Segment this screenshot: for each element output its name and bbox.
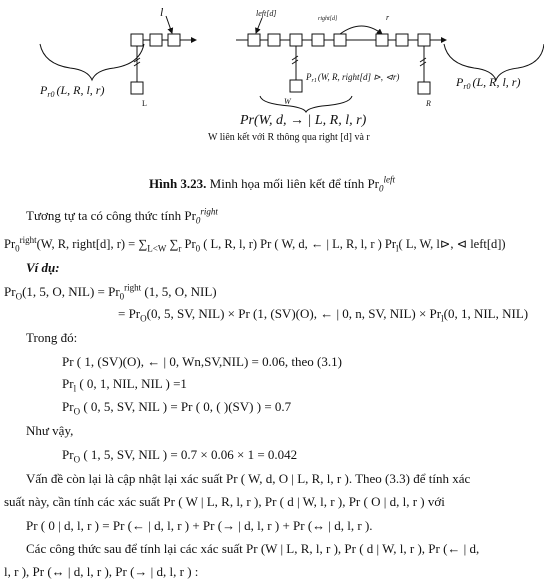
- where-heading: Trong đó:: [26, 330, 78, 345]
- text-line-1: Tương tự ta có công thức tính $Pr_0^{right}$: [26, 206, 218, 226]
- label-W: W: [284, 97, 291, 106]
- node-left-c: [168, 34, 180, 46]
- node-W: [290, 80, 302, 92]
- example-line-1: $Pr_O(1$, 5, O, $NIL) = Pr_0^{right}$ (1, 5, O, NIL): [4, 282, 217, 302]
- paragraph-line-2: suất này, cần tính các xác suất Pr ( W | L, R, l, r ), Pr ( d | W, l, r ), Pr ( O | d, l, r ) với: [4, 494, 445, 509]
- middle-brace: [260, 96, 352, 112]
- main-formula: Pr(W, d, → | L, R, l, r): [240, 113, 367, 128]
- example-line-2: = $Pr_O(0$, 5, SV, NIL) × Pr (1, (SV)(O), ← | 0, n, SV, $NIL) \times Pr_l(0$, 1, NIL, NIL): [118, 306, 529, 324]
- pr1-label: $P_{r1}(W$, R, right[d] ⊳, ⊲r): [306, 72, 400, 84]
- label-l: l: [160, 5, 164, 19]
- figure-note: W liên kết với R thông qua right [d] và r: [208, 132, 370, 143]
- thus-result: $Pr_O$ ( 1, 5, SV, NIL ) = 0.7 × 0.06 × 1 = 0.042: [62, 447, 298, 465]
- node-R: [418, 82, 430, 94]
- node-mid-8: [418, 34, 430, 46]
- formula-pr0-right: $Pr_0^{right}(W$, R, right[d], $r) = \sum_{L<W}$ $\sum_r$ $Pr_0$ ( L, R, l, r) Pr ( W, d, ← | L, R, l, r ) $Pr_l$( L, W, l⊳, ⊲ left[d]): [4, 234, 506, 254]
- node-L: [131, 82, 143, 94]
- label-right-d: right[d]: [318, 16, 338, 22]
- figure-caption: Hình 3.23. Minh họa mối liên kết để tính $Pr_0^{left}$: [148, 174, 396, 194]
- paragraph-line-3: Pr ( 0 | d, l, r ) = Pr (← | d, l, r ) + Pr (→ | d, l, r ) + Pr (↔ | d, l, r ).: [26, 518, 373, 533]
- label-L: L: [142, 99, 147, 108]
- left-brace: [40, 44, 144, 80]
- node-mid-3: [290, 34, 302, 46]
- paragraph-line-5: l, r ), Pr (↔ | d, l, r ), Pr (→ | d, l, r ) :: [4, 564, 199, 579]
- node-mid-1: [248, 34, 260, 46]
- example-heading: Ví dụ:: [26, 260, 60, 275]
- node-left-b: [150, 34, 162, 46]
- left-pr0-label: $P_{r0}$ (L, R, l, r): [40, 83, 105, 99]
- node-left-a: [131, 34, 143, 46]
- thus-heading: Như vậy,: [26, 423, 74, 438]
- label-left-d: left[d]: [256, 9, 277, 18]
- paragraph-line-4: Các công thức sau để tính lại các xác suất Pr (W | L, R, l, r ), Pr ( d | W, l, r ), Pr (← | d,: [26, 541, 480, 556]
- paragraph-line-1: Vấn đề còn lại là cập nhật lại xác suất Pr ( W, d, O | L, R, l, r ). Theo (3.3) để tính xác: [26, 471, 471, 486]
- where-line-1: Pr ( 1, (SV)(O), ← | 0, Wn,SV,NIL) = 0.06, theo (3.1): [62, 354, 342, 369]
- node-mid-5: [334, 34, 346, 46]
- node-mid-6: [376, 34, 388, 46]
- node-mid-7: [396, 34, 408, 46]
- node-mid-4: [312, 34, 324, 46]
- right-pr0-label: $P_{r0}$ (L, R, l, r): [456, 75, 521, 91]
- where-line-2: $Pr_l$ ( 0, 1, NIL, NIL ) =1: [62, 376, 187, 394]
- where-line-3: $Pr_O$ ( 0, 5, SV, NIL ) = Pr ( 0, ( )(SV) ) = 0.7: [62, 399, 292, 417]
- label-r: r: [386, 13, 390, 22]
- node-mid-2: [268, 34, 280, 46]
- dependency-link-figure: [0, 0, 544, 150]
- label-R: R: [426, 99, 431, 108]
